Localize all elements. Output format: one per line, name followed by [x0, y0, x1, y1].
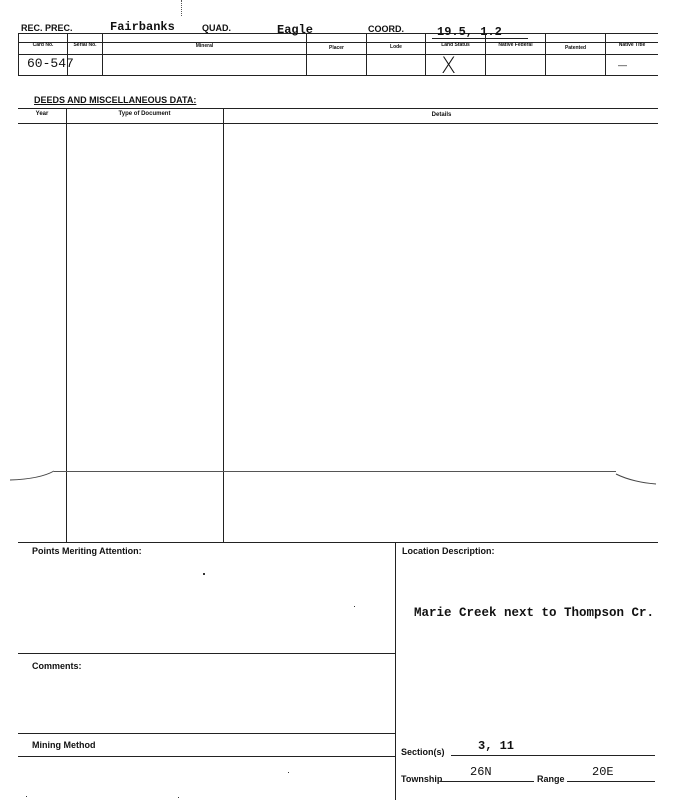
lode-header: Lode — [390, 44, 402, 50]
mining-method-label: Mining Method — [32, 740, 96, 750]
mining-method-rule — [18, 733, 395, 734]
mineral-header: Mineral — [195, 43, 214, 49]
grid-divider — [485, 33, 486, 75]
township-value: 26N — [470, 765, 492, 779]
native-title-header: Native Title — [618, 42, 646, 48]
type-of-document-header: Type of Document — [118, 111, 171, 117]
coord-label: COORD. — [368, 24, 404, 34]
grid-divider — [102, 33, 103, 75]
card-no-header: Card No. — [32, 42, 54, 48]
land-status-header: Land Status — [441, 42, 470, 48]
rec-prec-label: REC. PREC. — [21, 23, 73, 33]
mining-method-underline — [18, 756, 395, 757]
deeds-column-divider — [223, 108, 224, 542]
range-label: Range — [537, 774, 565, 784]
grid-left — [18, 33, 19, 75]
grid-divider — [366, 33, 367, 75]
rec-prec-value: Fairbanks — [110, 20, 175, 34]
deeds-top-rule — [18, 108, 658, 109]
section-value: 3, 11 — [478, 739, 515, 753]
fold-crease — [54, 471, 616, 472]
location-description-value: Marie Creek next to Thompson Cr. — [414, 606, 655, 620]
coord-value: 19.5, 1.2 — [437, 25, 502, 39]
range-value: 20E — [592, 765, 614, 779]
comments-rule — [18, 653, 395, 654]
township-label: Township — [401, 774, 443, 784]
row-top-rule — [18, 54, 658, 55]
fold-curl-right — [612, 470, 662, 490]
grid-divider — [605, 33, 606, 75]
grid-divider — [545, 33, 546, 75]
row-bottom-rule — [18, 75, 658, 76]
speck — [178, 797, 179, 798]
deeds-column-divider — [66, 108, 67, 542]
native-federal-header: Native Federal — [498, 42, 533, 48]
serial-no-header: Serial No. — [73, 42, 97, 48]
grid-divider — [425, 33, 426, 75]
fold-curl-left — [10, 462, 60, 482]
card-no-value: 60-547 — [27, 56, 74, 71]
patented-header: Patented — [564, 45, 587, 51]
land-status-checkmark: X — [441, 54, 457, 79]
details-header: Details — [431, 112, 452, 118]
speck — [26, 796, 27, 797]
column-header-rule — [18, 42, 658, 43]
bottom-column-divider — [395, 542, 396, 800]
quad-value: Eagle — [277, 23, 314, 37]
location-description-label: Location Description: — [402, 546, 495, 556]
bottom-section-rule — [18, 542, 658, 543]
section-underline — [451, 755, 655, 756]
range-underline — [567, 781, 655, 782]
year-header: Year — [35, 111, 49, 117]
speck — [203, 573, 205, 575]
registration-mark — [181, 0, 182, 16]
native-title-mark: — — [618, 60, 627, 70]
comments-label: Comments: — [32, 661, 82, 671]
placer-header: Placer — [328, 45, 344, 51]
township-underline — [440, 781, 534, 782]
deeds-header-rule — [18, 123, 658, 124]
coord-underline — [432, 38, 528, 39]
deeds-heading: DEEDS AND MISCELLANEOUS DATA: — [34, 95, 197, 105]
speck — [354, 606, 355, 607]
speck — [288, 772, 289, 773]
points-meriting-attention-label: Points Meriting Attention: — [32, 546, 142, 556]
quad-label: QUAD. — [202, 23, 231, 33]
section-label: Section(s) — [401, 747, 445, 757]
grid-divider — [306, 33, 307, 75]
